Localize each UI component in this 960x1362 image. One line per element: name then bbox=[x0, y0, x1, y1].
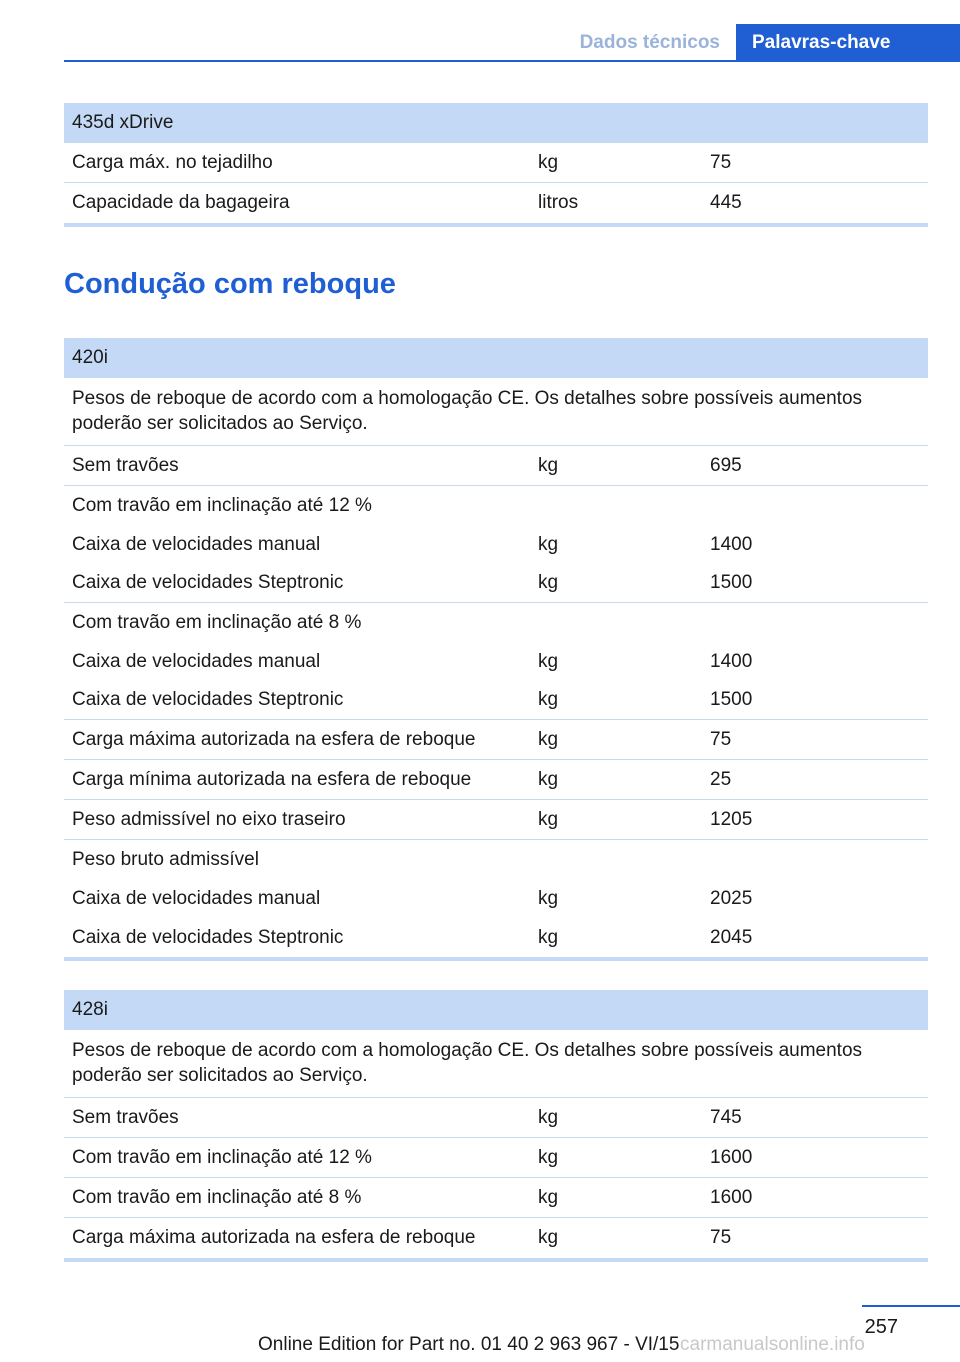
table-row bbox=[64, 183, 928, 223]
table-row bbox=[64, 446, 928, 486]
row-unit: kg bbox=[538, 887, 559, 909]
table-row bbox=[64, 879, 928, 918]
row-unit: kg bbox=[538, 454, 559, 476]
row-label: Caixa de velocidades Steptronic bbox=[72, 926, 344, 948]
table-row bbox=[64, 525, 928, 564]
table-row bbox=[64, 1218, 928, 1258]
table-row bbox=[64, 720, 928, 760]
row-label: Com travão em inclinação até 12 % bbox=[72, 1146, 372, 1168]
row-label: Caixa de velocidades manual bbox=[72, 650, 321, 672]
row-value: 1400 bbox=[710, 533, 753, 555]
table-row bbox=[64, 681, 928, 720]
row-value: 25 bbox=[710, 768, 732, 790]
section-title: Condução com reboque bbox=[64, 268, 396, 300]
table-row bbox=[64, 1178, 928, 1218]
table-row bbox=[64, 564, 928, 603]
row-value: 1500 bbox=[710, 572, 753, 593]
row-value: 745 bbox=[710, 1106, 742, 1128]
row-value: 1205 bbox=[710, 808, 753, 830]
row-label: Peso admissível no eixo traseiro bbox=[72, 808, 346, 830]
row-unit: litros bbox=[538, 192, 579, 213]
row-value: 1500 bbox=[710, 689, 753, 710]
table-row bbox=[64, 486, 928, 525]
table-note: Pesos de reboque de acordo com a homologação CE. Os detalhes sobre possíveis aumentos poderão ser solicitados ao Serviço. bbox=[64, 1030, 928, 1098]
row-value: 2045 bbox=[710, 926, 753, 948]
table-row bbox=[64, 800, 928, 840]
row-value: 1600 bbox=[710, 1146, 753, 1168]
row-unit: kg bbox=[538, 572, 559, 593]
table-note: Pesos de reboque de acordo com a homologação CE. Os detalhes sobre possíveis aumentos poderão ser solicitados ao Serviço. bbox=[64, 378, 928, 446]
table-428i bbox=[64, 990, 928, 1262]
page-number-rule bbox=[862, 1305, 960, 1307]
row-label: Com travão em inclinação até 8 % bbox=[72, 1186, 362, 1208]
header-divider bbox=[64, 60, 960, 62]
row-unit: kg bbox=[538, 1106, 559, 1128]
table-row bbox=[64, 840, 928, 879]
row-unit: kg bbox=[538, 1146, 559, 1168]
row-label: Carga máxima autorizada na esfera de reboque bbox=[72, 728, 476, 750]
table-420i bbox=[64, 338, 928, 961]
page-header bbox=[0, 0, 960, 62]
tab-dados-tecnicos[interactable]: Dados técnicos bbox=[579, 32, 720, 53]
row-value: 75 bbox=[710, 151, 732, 173]
row-unit: kg bbox=[538, 1227, 559, 1248]
table-row bbox=[64, 760, 928, 800]
table-title: 428i bbox=[64, 990, 928, 1030]
table-row bbox=[64, 642, 928, 681]
row-unit: kg bbox=[538, 533, 559, 555]
page-number: 257 bbox=[864, 1316, 898, 1338]
row-label: Com travão em inclinação até 12 % bbox=[72, 494, 372, 516]
row-label: Caixa de velocidades manual bbox=[72, 887, 321, 909]
row-label: Carga máxima autorizada na esfera de reboque bbox=[72, 1227, 476, 1248]
row-value: 75 bbox=[710, 728, 732, 750]
row-unit: kg bbox=[538, 768, 559, 790]
table-435d-xdrive bbox=[64, 103, 928, 227]
row-value: 2025 bbox=[710, 887, 753, 909]
row-label: Carga máx. no tejadilho bbox=[72, 151, 273, 173]
row-value: 695 bbox=[710, 454, 742, 476]
row-unit: kg bbox=[538, 808, 559, 830]
row-unit: kg bbox=[538, 1186, 559, 1208]
row-label: Carga mínima autorizada na esfera de reboque bbox=[72, 768, 472, 790]
row-label: Caixa de velocidades Steptronic bbox=[72, 572, 344, 593]
table-row bbox=[64, 918, 928, 957]
table-row bbox=[64, 1098, 928, 1138]
table-end-rule bbox=[64, 223, 928, 227]
row-value: 445 bbox=[710, 192, 742, 213]
table-row bbox=[64, 603, 928, 642]
row-unit: kg bbox=[538, 728, 559, 750]
table-end-rule bbox=[64, 957, 928, 961]
row-value: 1600 bbox=[710, 1186, 753, 1208]
table-row bbox=[64, 143, 928, 183]
tab-palavras-chave[interactable]: Palavras-chave bbox=[736, 24, 960, 61]
row-label: Caixa de velocidades Steptronic bbox=[72, 689, 344, 710]
row-label: Com travão em inclinação até 8 % bbox=[72, 611, 362, 633]
row-unit: kg bbox=[538, 926, 559, 948]
row-unit: kg bbox=[538, 650, 559, 672]
row-label: Sem travões bbox=[72, 1106, 179, 1128]
row-value: 1400 bbox=[710, 650, 753, 672]
row-label: Peso bruto admissível bbox=[72, 848, 259, 870]
row-value: 75 bbox=[710, 1227, 732, 1248]
row-label: Sem travões bbox=[72, 454, 179, 476]
row-label: Capacidade da bagageira bbox=[72, 192, 290, 213]
table-title: 420i bbox=[64, 338, 928, 378]
row-unit: kg bbox=[538, 151, 559, 173]
row-unit: kg bbox=[538, 689, 559, 710]
table-title: 435d xDrive bbox=[64, 103, 928, 143]
table-end-rule bbox=[64, 1258, 928, 1262]
edition-footer: Online Edition for Part no. 01 40 2 963 967 - VI/15 bbox=[258, 1334, 680, 1355]
row-label: Caixa de velocidades manual bbox=[72, 533, 321, 555]
watermark: carmanualsonline.info bbox=[680, 1334, 865, 1355]
table-row bbox=[64, 1138, 928, 1178]
